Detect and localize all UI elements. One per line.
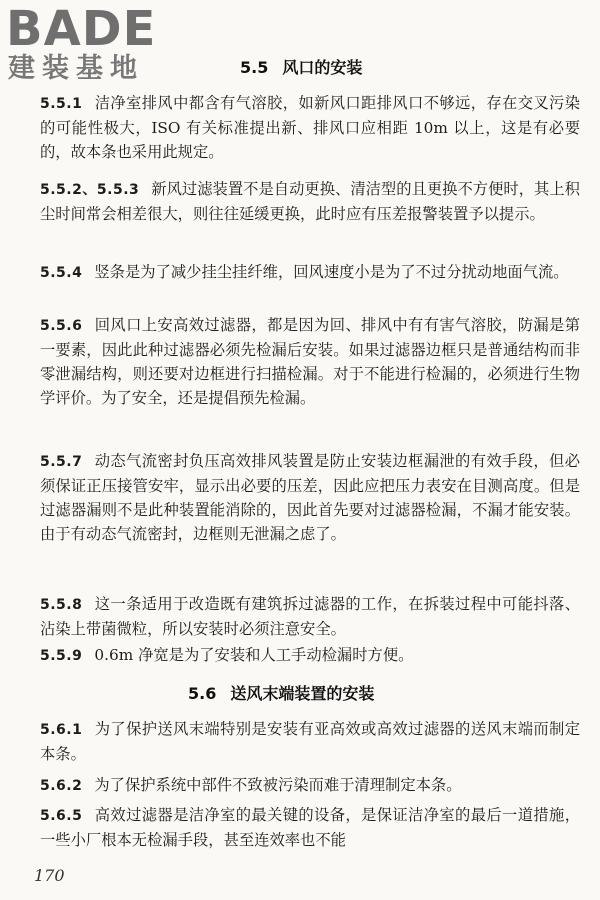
page-number: 170 bbox=[34, 866, 65, 885]
clause-number: 5.6.5 bbox=[40, 808, 83, 824]
section-number: 5.6 bbox=[188, 684, 217, 703]
clause-text: 这一条适用于改造既有建筑拆过滤器的工作，在拆装过程中可能抖落、沾染上带菌微粒，所以安装时必须注意安全。 bbox=[40, 595, 580, 638]
section-heading-5-6 bbox=[188, 681, 374, 704]
section-number: 5.5 bbox=[240, 58, 269, 77]
clause-5-6-2 bbox=[40, 773, 580, 798]
clause-text: 为了保护系统中部件不致被污染而难于清理制定本条。 bbox=[94, 776, 462, 794]
logo-subtitle: 建装基地 bbox=[8, 53, 144, 84]
clause-text: 0.6m 净宽是为了安装和人工手动检漏时方便。 bbox=[94, 646, 414, 664]
clause-text: 竖条是为了减少挂尘挂纤维，回风速度小是为了不过分扰动地面气流。 bbox=[94, 263, 569, 281]
section-title-text: 风口的安装 bbox=[282, 58, 363, 77]
clause-5-6-5 bbox=[40, 803, 580, 852]
clause-text: 为了保护送风末端特别是安装有亚高效或高效过滤器的送风末端而制定本条。 bbox=[40, 720, 580, 763]
clause-5-5-9 bbox=[40, 643, 580, 668]
clause-5-5-2-3 bbox=[40, 177, 580, 226]
clause-5-5-7 bbox=[40, 449, 580, 546]
clause-number: 5.5.9 bbox=[40, 648, 83, 664]
section-title-text: 送风末端装置的安装 bbox=[230, 684, 375, 703]
clause-number: 5.5.2、5.5.3 bbox=[40, 182, 140, 198]
clause-number: 5.5.6 bbox=[40, 318, 83, 334]
clause-number: 5.5.7 bbox=[40, 454, 83, 470]
logo-wordmark: BADE bbox=[6, 1, 157, 57]
clause-5-5-1 bbox=[40, 91, 580, 164]
clause-text: 新风过滤装置不是自动更换、清洁型的且更换不方便时，其上积尘时间常会相差很大，则往往延缓更换，此时应有压差报警装置予以提示。 bbox=[40, 180, 580, 223]
clause-number: 5.6.2 bbox=[40, 778, 83, 794]
clause-text: 动态气流密封负压高效排风装置是防止安装边框漏泄的有效手段，但必须保证正压接管安牢，显示出必要的压差，因此应把压力表安在目测高度。但是过滤器漏则不是此种装置能消除的，因此首先要对过滤器检漏，不漏才能安装。由于有动态气流密封，边框则无泄漏之虑了。 bbox=[40, 452, 580, 543]
clause-number: 5.6.1 bbox=[40, 722, 83, 738]
clause-number: 5.5.8 bbox=[40, 597, 83, 613]
clause-5-5-6 bbox=[40, 313, 580, 410]
clause-number: 5.5.4 bbox=[40, 265, 83, 281]
clause-5-5-8 bbox=[40, 592, 580, 641]
clause-5-5-4 bbox=[40, 260, 580, 285]
clause-text: 回风口上安高效过滤器，都是因为回、排风中有有害气溶胶，防漏是第一要素，因此此种过滤器必须先检漏后安装。如果过滤器边框只是普通结构而非零泄漏结构，则还要对边框进行扫描检漏。对于不能进行检漏的，必须进行生物学评价。为了安全，还是提倡预先检漏。 bbox=[40, 316, 580, 407]
section-heading-5-5 bbox=[240, 55, 362, 78]
clause-number: 5.5.1 bbox=[40, 96, 83, 112]
clause-text: 高效过滤器是洁净室的最关键的设备，是保证洁净室的最后一道措施，一些小厂根本无检漏手段，甚至连效率也不能 bbox=[40, 806, 580, 849]
clause-5-6-1 bbox=[40, 717, 580, 766]
logo bbox=[6, 1, 176, 86]
clause-text: 洁净室排风中都含有气溶胶，如新风口距排风口不够远，存在交叉污染的可能性极大，ISO 有关标准提出新、排风口应相距 10m 以上，这是有必要的，故本条也采用此规定。 bbox=[40, 94, 580, 161]
